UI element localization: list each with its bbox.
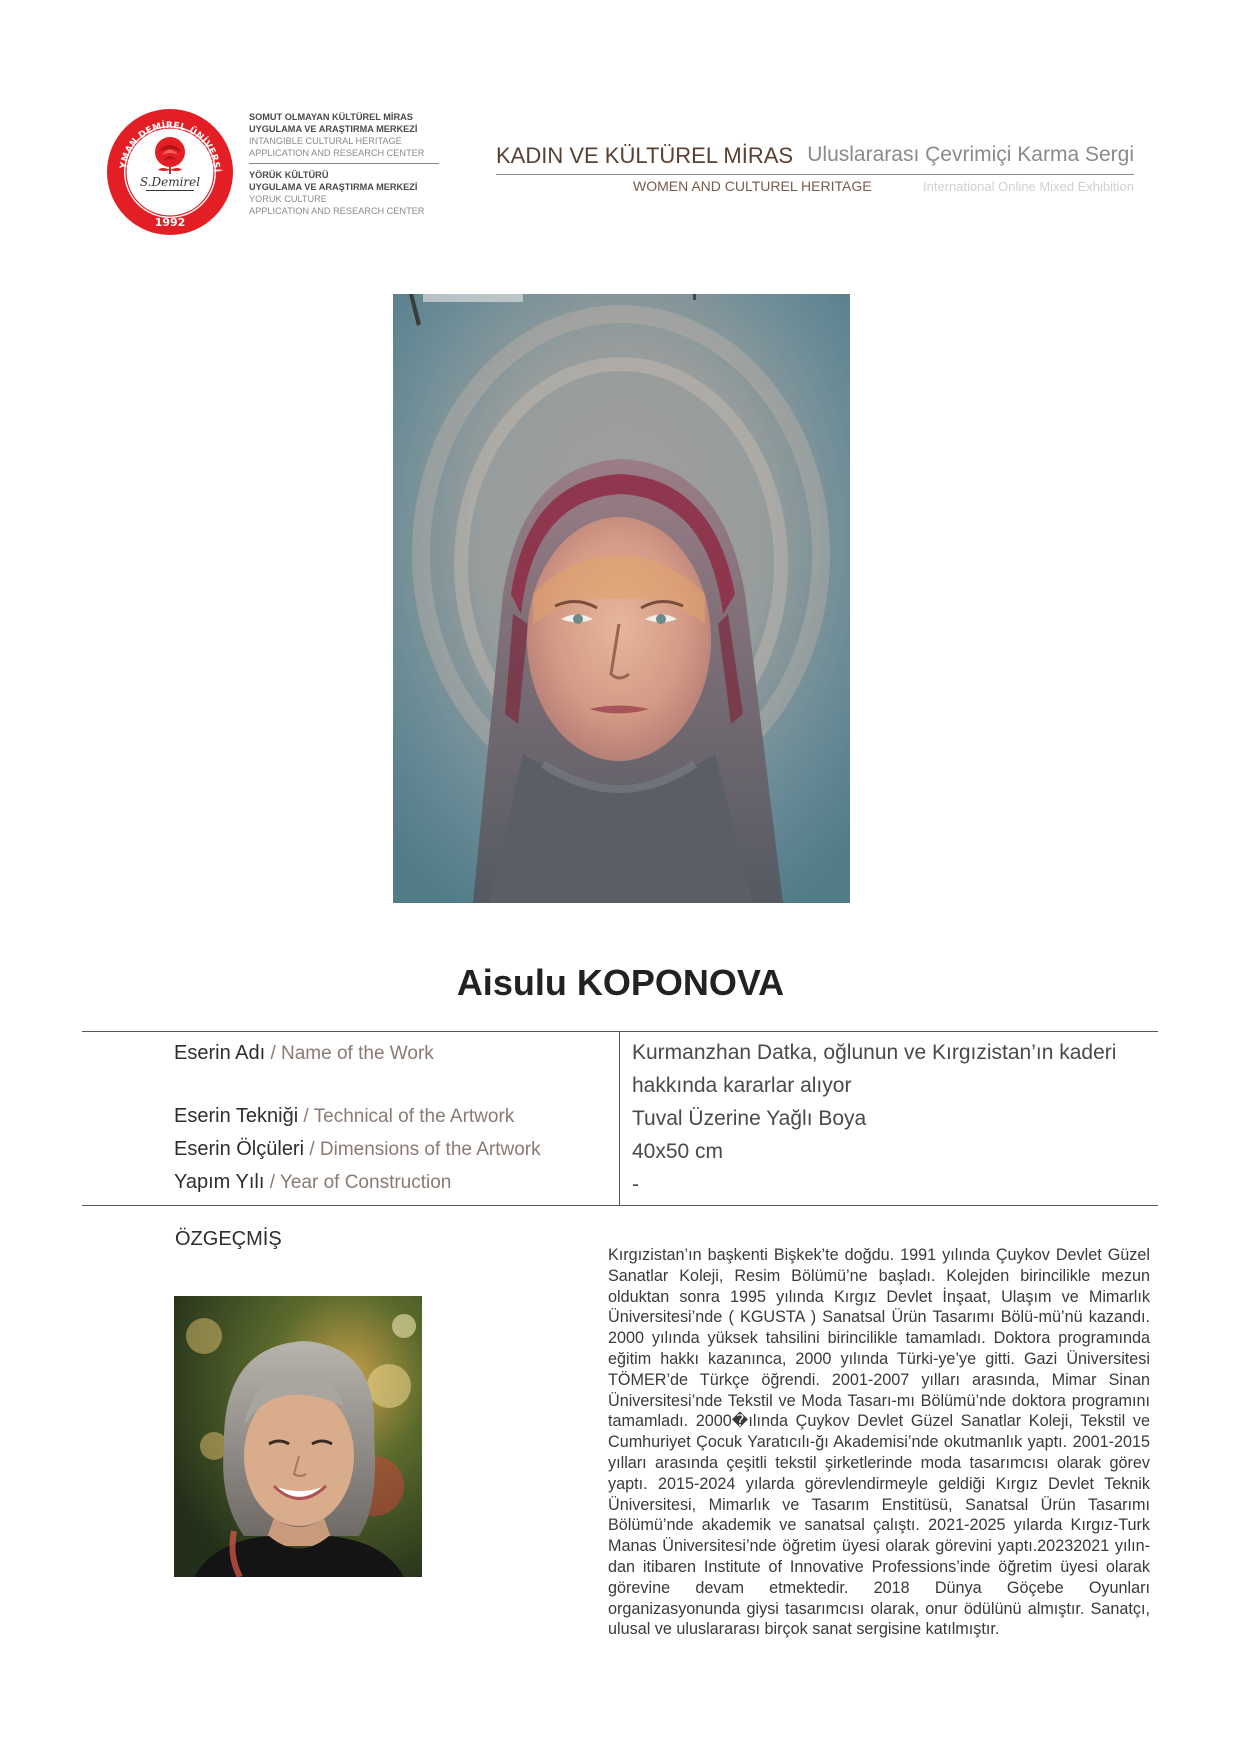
artwork-info-table [82,1031,1158,1206]
exhibition-subtitle: WOMEN AND CULTUREL HERITAGE [633,178,872,194]
bio-text: Kırgızistan’ın başkenti Bişkek’te doğdu. 1991 yılında Çuykov Devlet Güzel Sanatlar Koleji, Resim Bölümü’ne başladı. Kolejden birincilikle mezun olduktan sonra 1995 yılında Kırgız Devlet İnşaat, Ulaşım ve Mimarlık Üniversitesi’nde ( KGUSTA ) Sanatsal Ürün Tasarımı Bölü-mü’nü kazandı. 2000 yılında yüksek tahsilini birincilikle tamamladı. Doktora programında eğitim hakkı kazanınca, 2000 yılında Türki-ye’ye gitti. Gazi Üniversitesi TÖMER’de Türkçe öğrendi. 2001-2007 yılları arasında, Mimar Sinan Üniversitesi’nde Tekstil ve Moda Tasarı-mı Bölümü’nde doktora programını tamamladı. 2000�ılında Çuykov Devlet Güzel Sanatlar Koleji, Tekstil ve Cumhuriyet Çocuk Yaratıcılı-ğı Akademisi’nde okutmanlık yaptı. 2001-2015 yılları arasında çeşitli tekstil şirketlerinde moda tasarımcısı olarak görev yaptı. 2015-2024 yılarda görevlendirmeyle geldiği Kırgız Devlet Teknik Üniversitesi, Mimarlık ve Tasarım Enstitüsü, Sanatsal Ürün Tasarımı Bölümü’nde akademik ve sanatsal çalıştı. 2021-2025 yılarda Kırgız-Turk Manas Üniversitesi’nde öğretim üyesi olarak görevini yaptı.20232021 yılın-dan itibaren Institute of Innovative Professions’inde öğretim üyesi olarak görevine devam etmektedir. 2018 Dünya Göçebe Oyunları organizasyonunda giysi tasarımcısı olarak, onur ödülünü almıştır. Sanatçı, ulusal ve uluslararası birçok sanat sergisine katılmıştır. [608,1246,1150,1639]
artist-photo [174,1296,422,1577]
portrait-painting-image [393,294,850,903]
year-value: - [632,1173,639,1196]
university-seal-icon [106,108,234,236]
org2-tr-line2: UYGULAMA VE ARAŞTIRMA MERKEZİ [249,182,418,192]
organization-block [249,111,439,217]
exhibition-title-right: Uluslararası Çevrimiçi Karma Sergi [807,143,1134,166]
logo-ring-text: YMAN DEMİREL ÜNİVERSİ [119,120,222,173]
org1-en-line2: APPLICATION AND RESEARCH CENTER [249,148,425,158]
exhibition-title: KADIN VE KÜLTÜREL MİRAS [496,143,794,168]
dimensions-label [174,1138,541,1161]
artist-name: Aisulu KOPONOVA [456,962,785,1003]
org1-tr-line2: UYGULAMA VE ARAŞTIRMA MERKEZİ [249,124,418,134]
bio-title: ÖZGEÇMİŞ [175,1228,282,1250]
work-name-value: Kurmanzhan Datka, oğlunun ve Kırgızistan’ın kaderi hakkında kararlar alıyor [632,1041,1117,1097]
org2-en-line2: APPLICATION AND RESEARCH CENTER [249,206,425,216]
work-name-label [174,1042,434,1065]
org2-tr-line1: YÖRÜK KÜLTÜRÜ [249,170,329,180]
work-name-label-tr: Eserin Adı [174,1042,266,1064]
work-name-label-en: / Name of the Work [265,1043,434,1064]
dimensions-label-tr: Eserin Ölçüleri [174,1138,305,1160]
technique-label [174,1105,514,1128]
org1-tr-line1: SOMUT OLMAYAN KÜLTÜREL MİRAS [249,112,413,122]
dimensions-label-en: / Dimensions of the Artwork [304,1139,541,1160]
exhibition-subtitle-right: International Online Mixed Exhibition [922,179,1134,194]
org-divider [249,163,439,164]
university-logo [106,108,234,236]
year-label-en: / Year of Construction [264,1172,452,1193]
org2-en-line1: YORUK CULTURE [249,194,327,204]
technique-label-tr: Eserin Tekniği [174,1105,299,1127]
technique-label-en: / Technical of the Artwork [298,1106,515,1127]
technique-value: Tuval Üzerine Yağlı Boya [632,1107,867,1130]
exhibition-title-bar [496,140,1134,175]
artist-portrait-photo-image [174,1296,422,1577]
logo-year: 1992 [154,216,186,229]
year-label [174,1171,451,1194]
logo-signature: S.Demirel [139,175,201,189]
year-label-tr: Yapım Yılı [174,1171,265,1193]
dimensions-value: 40x50 cm [632,1140,724,1163]
table-divider [619,1032,620,1205]
org1-en-line1: INTANGIBLE CULTURAL HERITAGE [249,136,402,146]
artwork-painting [393,294,850,903]
